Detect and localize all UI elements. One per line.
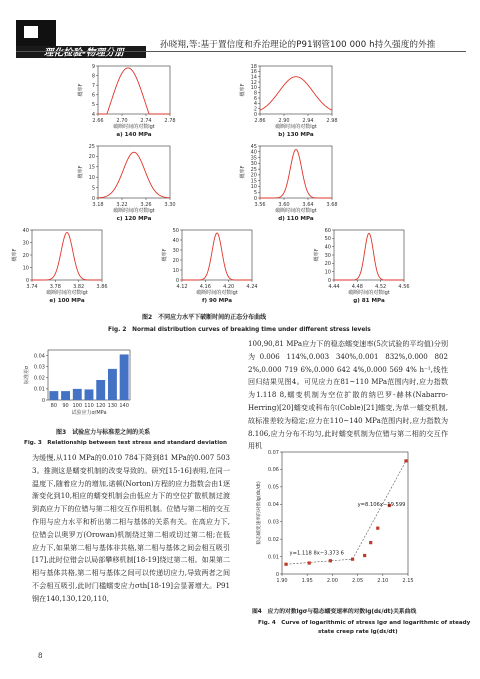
figure-2-caption-cn: 图2 不同应力水平下破断时间的正态分布曲线: [142, 314, 267, 321]
y-tick-label: 6: [253, 95, 257, 102]
x-tick-label: 4.44: [328, 284, 340, 290]
x-tick-label: 3.74: [26, 284, 38, 290]
x-tick-label: 2.70: [116, 118, 128, 124]
y-tick-label: 10: [172, 267, 179, 274]
x-axis-label: 破断时间的对数lgt: [275, 208, 317, 214]
y-tick-label: 0.01: [267, 554, 279, 561]
x-tick-label: 2.86: [254, 118, 266, 124]
y-tick-label: 30: [22, 240, 29, 247]
y-tick-label: 0.07: [267, 449, 279, 456]
y-tick-label: 5: [91, 185, 95, 192]
x-tick-label: 90: [62, 403, 69, 409]
y-tick-label: 20: [324, 261, 331, 268]
panel-label: d) 110 MPa: [278, 216, 314, 222]
data-point: [363, 554, 366, 557]
x-tick-label: 4.48: [351, 284, 363, 290]
x-tick-label: 2.66: [92, 118, 104, 124]
y-tick-label: 15: [88, 164, 95, 171]
y-tick-label: 18: [250, 63, 257, 70]
y-tick-label: 0.06: [267, 467, 279, 474]
y-tick-label: 9: [91, 63, 95, 70]
x-axis-label: 破断时间的对数lgt: [46, 290, 88, 296]
data-point: [404, 459, 407, 462]
x-tick-label: 1.95: [301, 578, 313, 584]
figure-4-caption-en-2: state creep rate lg(dε/dt): [318, 629, 398, 635]
figure-4-caption-en-1: Fig. 4 Curve of logarithmic of stress lgσ and logarithmic of steady: [258, 620, 471, 626]
x-tick-label: 2.00: [326, 578, 338, 584]
panel-label: b) 130 MPa: [278, 132, 314, 138]
y-axis-label: 概率F: [78, 83, 84, 97]
y-tick-label: 2: [253, 106, 257, 113]
y-tick-label: 20: [22, 252, 29, 259]
data-point: [376, 527, 379, 530]
figure-4-caption-cn: 图4 应力的对数lgσ与稳态蠕变速率的对数lg(dε/dt)关系曲线: [252, 609, 417, 615]
x-axis-label: 破断时间的对数lgt: [113, 124, 155, 130]
logo-text: 理化检验-物理分册: [44, 47, 124, 58]
x-tick-label: 4.56: [398, 284, 410, 290]
y-tick-label: 15: [250, 178, 257, 185]
figure-2-caption-en: Fig. 2 Normal distribution curves of breaking time under different stress levels: [108, 327, 371, 333]
y-tick-label: 50: [324, 236, 331, 243]
x-tick-label: 3.56: [254, 202, 266, 208]
x-tick-label: 130: [107, 403, 118, 409]
x-tick-label: 3.60: [278, 202, 290, 208]
y-tick-label: 10: [22, 265, 29, 272]
y-tick-label: 0.05: [267, 484, 279, 491]
y-tick-label: 0: [41, 397, 45, 404]
y-tick-label: 25: [88, 143, 95, 150]
x-tick-label: 1.90: [276, 578, 288, 584]
y-tick-label: 20: [88, 154, 95, 161]
y-tick-label: 6: [91, 92, 95, 99]
data-point: [308, 561, 311, 564]
y-tick-label: 0: [327, 277, 331, 284]
y-tick-label: 25: [250, 166, 257, 173]
y-axis-label: 稳态蠕变速率的对数lg(dε/dt): [257, 481, 262, 545]
x-tick-label: 2.10: [377, 578, 389, 584]
fit-equation-lower: y=1.118 8x−3.373 6: [289, 550, 344, 557]
y-axis-label: 概率F: [162, 248, 168, 262]
fit-equation-upper: y=8.106x−19.599: [357, 502, 406, 509]
x-axis-label: 试验应力σ/MPa: [71, 410, 107, 416]
panel-label: a) 140 MPa: [116, 132, 152, 138]
y-tick-label: 0.04: [33, 353, 45, 360]
y-tick-label: 40: [250, 149, 257, 156]
x-tick-label: 140: [119, 403, 129, 409]
y-tick-label: 7: [91, 83, 95, 89]
x-axis-label: 破断时间的对数lgt: [113, 208, 155, 214]
y-tick-label: 8: [253, 90, 257, 97]
y-tick-label: 0: [253, 195, 257, 202]
data-point: [369, 541, 372, 544]
panel-label: f) 90 MPa: [202, 298, 232, 304]
x-tick-label: 4.20: [223, 284, 235, 290]
fit-line-high: [353, 461, 406, 559]
x-tick-label: 2.05: [352, 578, 364, 584]
y-tick-label: 0: [25, 277, 29, 284]
panel-label: g) 81 MPa: [353, 298, 385, 304]
right-paragraph: 100,90,81 MPa应力下的稳态蠕变速率(5次试验的平均值)分别为0.006 114%,0.003 340%,0.001 832%,0.000 802 2%,0.000 719 6%,0.000 642 4%,0.000 569 4% h⁻¹,线性回归结果见图4。可见应力在81~110 MPa范围内时,应力指数为1.118 8,蠕变机制为空位扩散的纳巴罗-赫林(Nabarro-Herring)[20]蠕变或科布尔(Coble)[21]蠕变,为单一蠕变机制,故标准差较为稳定;应力在110~140 MPa范围内时,应力指数为8.106,应力分布不均匀,此时蠕变机制为位错与第二相的交互作用机: [248, 339, 448, 451]
data-point: [329, 559, 332, 562]
y-tick-label: 30: [324, 252, 331, 259]
x-tick-label: 3.30: [164, 202, 176, 208]
left-paragraph: 为缓慢,从110 MPa的0.010 784下降到81 MPa的0.007 503 3。推测这是蠕变机制的改变导致的。研究[15-16]表明,在同一温度下,随着应力的增加,诺顿(Norton)方程的应力指数会由1逐渐变化到10,相应的蠕变机制会由低应力下的空位扩散机制过渡到高应力下的位错与第二相交互作用机制。位错与第二相的交互作用与应力水平和析出第二相与基体的关系有关。在高应力下,位错会以奥罗万(Orowan)机制绕过第二相或切过第二相;在低应力下,如果第二相与基体非共格,第二相与基体之间会相互吸引[17],此时位错会以局部攀移机制[18-19]绕过第二相。如果第二相与基体共格,第二相与基体之间可以传递切应力,导致两者之间不会相互吸引,此时门槛蠕变应力σth[18-19]会显著增大。P91钢在140,130,120,110,: [32, 453, 230, 603]
y-tick-label: 40: [22, 227, 29, 234]
y-axis-label: 概率F: [240, 165, 246, 179]
x-tick-label: 120: [95, 403, 106, 409]
y-tick-label: 0.03: [267, 519, 279, 526]
panel-label: c) 120 MPa: [116, 216, 152, 222]
y-tick-label: 10: [250, 184, 257, 191]
x-tick-label: 3.22: [116, 202, 128, 208]
x-tick-label: 3.82: [73, 284, 85, 290]
y-tick-label: 0.02: [267, 536, 279, 543]
y-tick-label: 35: [250, 155, 257, 162]
y-tick-label: 45: [250, 143, 257, 150]
y-tick-label: 14: [250, 74, 257, 81]
x-tick-label: 2.78: [164, 118, 176, 124]
x-tick-label: 3.18: [92, 202, 104, 208]
y-tick-label: 4: [253, 101, 257, 108]
x-tick-label: 3.86: [96, 284, 108, 290]
y-tick-label: 16: [250, 69, 257, 76]
x-axis-label: 破断时间的对数lgt: [196, 290, 238, 296]
y-tick-label: 0: [175, 277, 179, 284]
right-column: [248, 338, 448, 453]
fit-line-low: [286, 559, 353, 564]
y-tick-label: 40: [172, 237, 179, 244]
y-tick-label: 0.03: [33, 364, 45, 371]
y-axis-label: 概率F: [240, 83, 246, 97]
x-tick-label: 4.12: [176, 284, 188, 290]
x-tick-label: 4.52: [375, 284, 387, 290]
y-tick-label: 10: [250, 85, 257, 92]
y-tick-label: 50: [172, 227, 179, 234]
y-axis-label: 概率F: [314, 248, 320, 262]
figure-3-caption-cn: 图3 试验应力与标准差之间的关系: [56, 429, 151, 436]
y-tick-label: 20: [250, 172, 257, 179]
y-tick-label: 0.04: [267, 502, 279, 509]
y-tick-label: 0: [253, 111, 257, 118]
x-tick-label: 3.26: [140, 202, 152, 208]
x-tick-label: 80: [50, 403, 58, 409]
y-tick-label: 0.02: [33, 375, 45, 382]
y-tick-label: 4: [91, 111, 95, 118]
panel-label: e) 100 MPa: [49, 298, 85, 304]
page-number: 8: [38, 652, 43, 660]
data-point: [351, 558, 354, 561]
x-tick-label: 2.15: [402, 578, 414, 584]
left-column: [32, 452, 230, 606]
x-tick-label: 4.24: [246, 284, 258, 290]
x-tick-label: 110: [84, 403, 94, 409]
x-axis-label: 破断时间的对数lgt: [348, 290, 390, 296]
y-tick-label: 0: [275, 571, 279, 578]
x-tick-label: 3.78: [49, 284, 61, 290]
data-point: [284, 563, 287, 566]
y-tick-label: 8: [91, 73, 95, 80]
y-tick-label: 30: [172, 247, 179, 254]
running-title: 孙晓翔,等:基于置信度和乔治理论的P91钢管100 000 h持久强度的外推: [160, 40, 436, 50]
y-tick-label: 40: [324, 244, 331, 251]
x-tick-label: 2.74: [140, 118, 152, 124]
x-axis-label: 破断时间的对数lgt: [275, 124, 317, 130]
x-tick-label: 4.16: [199, 284, 211, 290]
y-axis-label: 概率F: [78, 165, 84, 179]
y-tick-label: 20: [172, 257, 179, 264]
y-tick-label: 10: [324, 269, 331, 276]
y-axis-label: 概率F: [12, 248, 18, 262]
y-axis-label: 标准差σ: [24, 365, 30, 385]
figure-3-caption-en: Fig. 3 Relationship between test stress and standard deviation: [24, 440, 227, 446]
x-tick-label: 3.64: [302, 202, 314, 208]
y-tick-label: 10: [88, 175, 95, 181]
y-tick-label: 30: [250, 161, 257, 168]
y-tick-label: 0.01: [33, 386, 45, 393]
y-tick-label: 12: [250, 79, 257, 86]
x-tick-label: 100: [72, 403, 83, 409]
x-tick-label: 2.90: [278, 118, 290, 124]
x-tick-label: 2.94: [302, 118, 314, 124]
y-tick-label: 60: [324, 227, 331, 234]
y-tick-label: 5: [91, 102, 95, 109]
x-tick-label: 2.98: [326, 118, 338, 124]
y-tick-label: 5: [253, 190, 257, 197]
y-tick-label: 0: [91, 195, 95, 202]
x-tick-label: 3.68: [326, 202, 338, 208]
